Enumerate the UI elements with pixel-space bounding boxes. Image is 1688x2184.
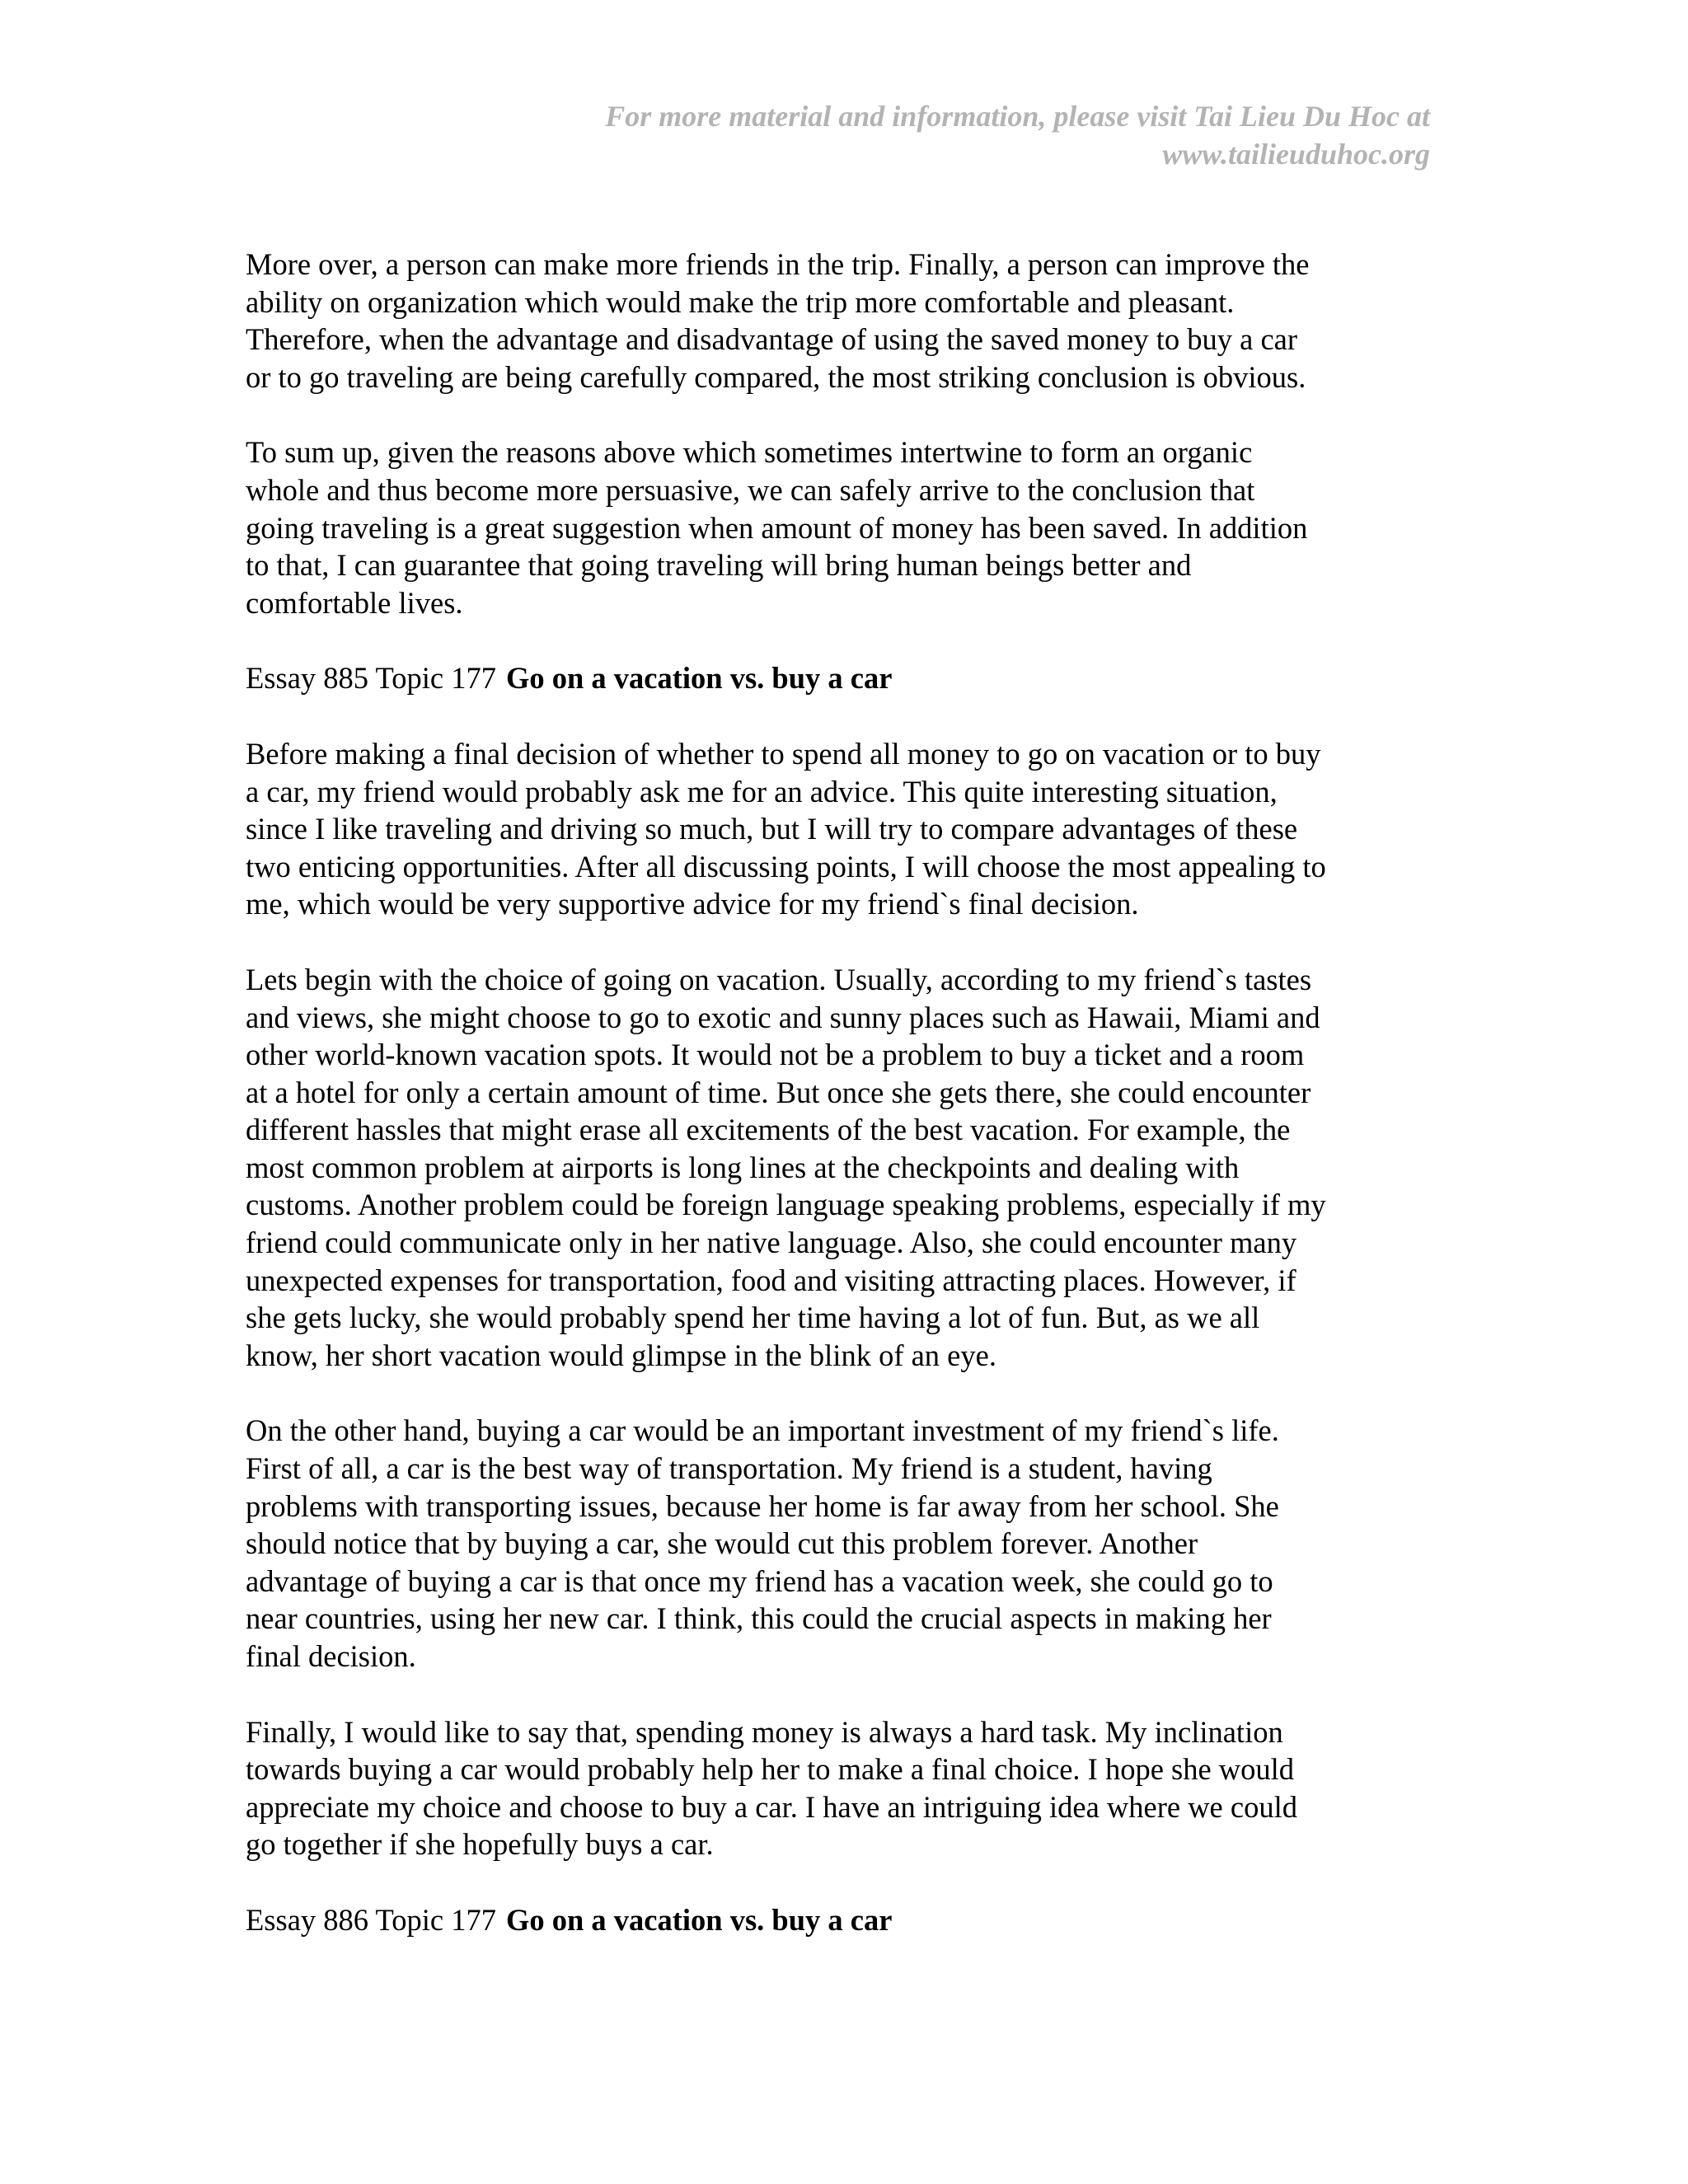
text-line: she gets lucky, she would probably spend her time having a lot of fun. But, as we all bbox=[246, 1301, 1260, 1335]
text-line: First of all, a car is the best way of transportation. My friend is a student, having bbox=[246, 1451, 1212, 1486]
paragraph bbox=[246, 1713, 1449, 1863]
paragraph bbox=[246, 1412, 1449, 1675]
text-line: to that, I can guarantee that going traveling will bring human beings better and bbox=[246, 548, 1192, 583]
topic-title: Go on a vacation vs. buy a car bbox=[505, 661, 893, 696]
text-line: To sum up, given the reasons above which sometimes intertwine to form an organic bbox=[246, 435, 1253, 470]
page-header bbox=[441, 97, 1430, 173]
text-line: problems with transporting issues, because her home is far away from her school. She bbox=[246, 1488, 1279, 1523]
text-line: since I like traveling and driving so much, but I will try to compare advantages of these bbox=[246, 812, 1298, 846]
topic-title: Go on a vacation vs. buy a car bbox=[505, 1902, 893, 1937]
paragraph bbox=[246, 735, 1449, 923]
text-line: most common problem at airports is long lines at the checkpoints and dealing with bbox=[246, 1150, 1240, 1184]
text-line: appreciate my choice and choose to buy a car. I have an intriguing idea where we could bbox=[246, 1789, 1297, 1824]
essay-heading bbox=[246, 1901, 1449, 1939]
text-line: two enticing opportunities. After all discussing points, I will choose the most appealing to bbox=[246, 849, 1326, 883]
text-line: advantage of buying a car is that once my friend has a vacation week, she could go to bbox=[246, 1563, 1273, 1598]
text-line: go together if she hopefully buys a car. bbox=[246, 1827, 714, 1862]
text-line: ability on organization which would make the trip more comfortable and pleasant. bbox=[246, 284, 1235, 319]
text-line: Before making a final decision of whether to spend all money to go on vacation or to buy bbox=[246, 736, 1321, 771]
text-line: and views, she might choose to go to exotic and sunny places such as Hawaii, Miami and bbox=[246, 1000, 1320, 1034]
text-line: comfortable lives. bbox=[246, 585, 463, 620]
document-body bbox=[246, 246, 1449, 1977]
essay-label: Essay 885 Topic 177 bbox=[246, 661, 496, 696]
text-line: final decision. bbox=[246, 1639, 416, 1673]
text-line: or to go traveling are being carefully compared, the most striking conclusion is obvious. bbox=[246, 359, 1306, 394]
text-line: Therefore, when the advantage and disadvantage of using the saved money to buy a car bbox=[246, 322, 1298, 357]
paragraph bbox=[246, 961, 1449, 1375]
text-line: should notice that by buying a car, she would cut this problem forever. Another bbox=[246, 1526, 1198, 1561]
text-line: More over, a person can make more friends in the trip. Finally, a person can improve the bbox=[246, 247, 1310, 281]
text-line: Lets begin with the choice of going on vacation. Usually, according to my friend`s tastes bbox=[246, 962, 1312, 996]
paragraph bbox=[246, 246, 1449, 396]
text-line: friend could communicate only in her native language. Also, she could encounter many bbox=[246, 1226, 1297, 1260]
text-line: different hassles that might erase all excitements of the best vacation. For example, the bbox=[246, 1113, 1291, 1147]
essay-label: Essay 886 Topic 177 bbox=[246, 1902, 496, 1937]
paragraph bbox=[246, 434, 1449, 621]
text-line: whole and thus become more persuasive, we can safely arrive to the conclusion that bbox=[246, 472, 1255, 507]
text-line: customs. Another problem could be foreign language speaking problems, especially if my bbox=[246, 1188, 1326, 1222]
text-line: know, her short vacation would glimpse in the blink of an eye. bbox=[246, 1338, 996, 1372]
essay-heading bbox=[246, 659, 1449, 697]
text-line: other world-known vacation spots. It would not be a problem to buy a ticket and a room bbox=[246, 1038, 1305, 1072]
text-line: unexpected expenses for transportation, food and visiting attracting places. However, if bbox=[246, 1263, 1296, 1297]
text-line: Finally, I would like to say that, spending money is always a hard task. My inclination bbox=[246, 1714, 1283, 1749]
text-line: towards buying a car would probably help her to make a final choice. I hope she would bbox=[246, 1752, 1295, 1787]
text-line: near countries, using her new car. I think, this could the crucial aspects in making her bbox=[246, 1601, 1272, 1636]
header-url: www.tailieuduhoc.org bbox=[1162, 138, 1430, 171]
text-line: going traveling is a great suggestion when amount of money has been saved. In addition bbox=[246, 510, 1308, 545]
text-line: On the other hand, buying a car would be an important investment of my friend`s life. bbox=[246, 1413, 1279, 1448]
text-line: a car, my friend would probably ask me for an advice. This quite interesting situation, bbox=[246, 774, 1278, 808]
text-line: at a hotel for only a certain amount of time. But once she gets there, she could encounter bbox=[246, 1075, 1311, 1109]
text-line: me, which would be very supportive advice for my friend`s final decision. bbox=[246, 887, 1139, 921]
header-line-1: For more material and information, please visit Tai Lieu Du Hoc at bbox=[605, 100, 1430, 133]
